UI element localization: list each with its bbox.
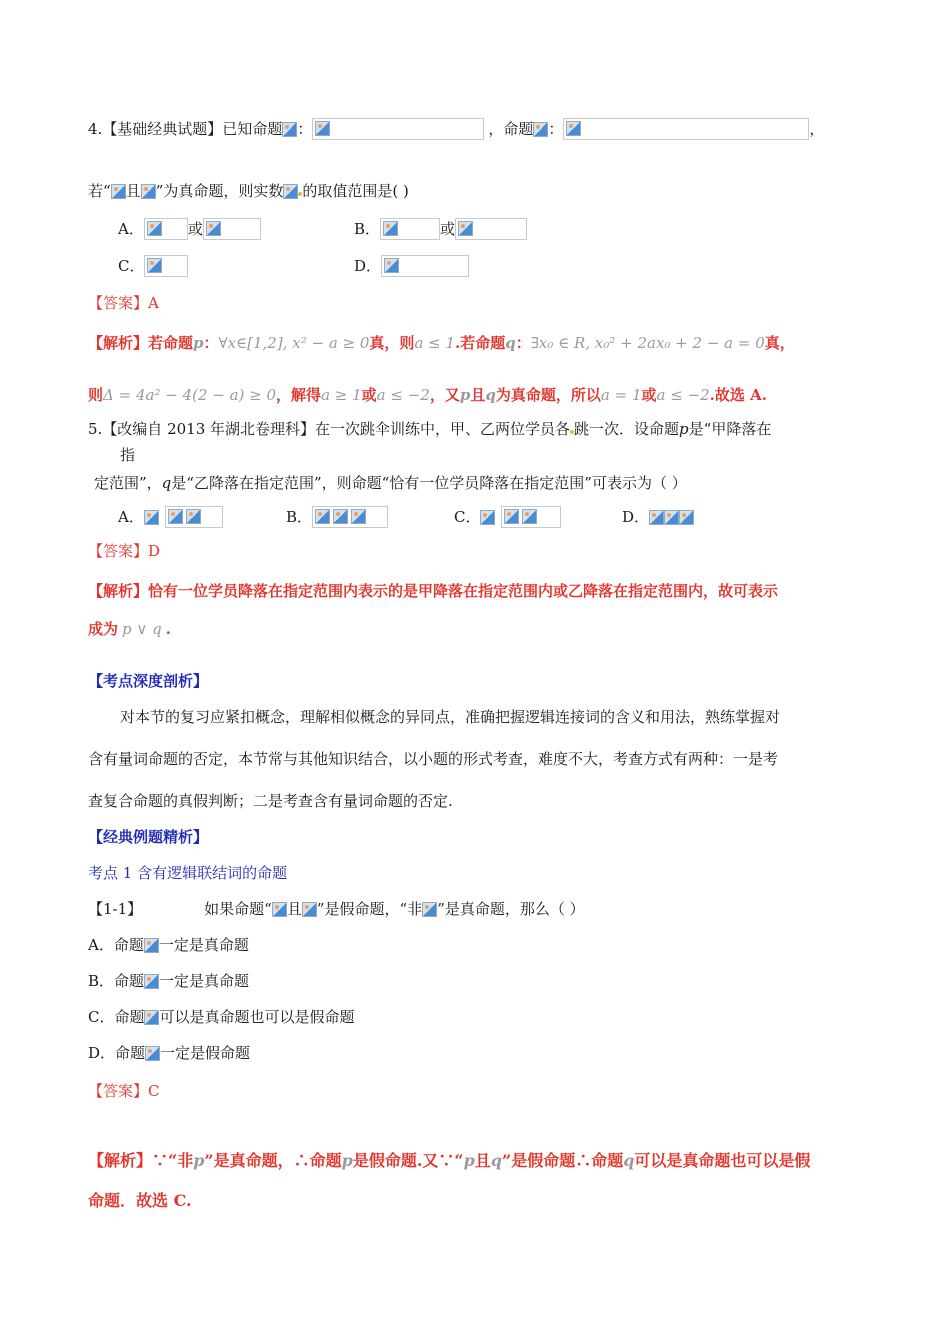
image-placeholder-icon — [533, 122, 548, 137]
image-placeholder-icon — [351, 509, 366, 524]
depth-paragraph-line1: 对本节的复习应紧扣概念，理解相似概念的异同点，准确把握逻辑连接词的含义和用法，熟练掌握对 — [120, 708, 781, 726]
q4-analysis-line1: 【解析】若命题p：∀x∈[1,2], x² − a ≥ 0真，则a ≤ 1.若命题q：∃x₀ ∈ R, x₀² + 2ax₀ + 2 − a = 0真， — [88, 334, 795, 352]
image-placeholder-icon — [144, 1010, 159, 1025]
image-placeholder-icon — [664, 510, 679, 525]
topic-point-1: 考点 1 含有逻辑联结词的命题 — [88, 864, 288, 882]
image-placeholder-icon — [111, 184, 126, 199]
example-analysis-line1: 【解析】∵“非p”是真命题，∴命题p是假命题.又∵“p且q”是假命题∴命题q可以是真命题也可以是假 — [88, 1151, 811, 1170]
example-option-c: C．命题 可以是真命题也可以是假命题 — [88, 1008, 355, 1026]
formula-box — [144, 218, 188, 240]
formula-box — [380, 218, 440, 240]
example-option-d: D．命题 一定是假命题 — [88, 1044, 251, 1062]
example-analysis-line2: 命题．故选 C. — [88, 1191, 192, 1210]
image-placeholder-icon — [679, 510, 694, 525]
image-placeholder-icon — [147, 221, 162, 236]
image-placeholder-icon — [458, 221, 473, 236]
formula-box — [381, 255, 469, 277]
q5-analysis-line1: 【解析】恰有一位学员降落在指定范围内表示的是甲降落在指定范围内或乙降落在指定范围内，故可表示 — [88, 582, 779, 600]
q4-line1: 4.【基础经典试题】已知命题 ： ，命题 ： ， — [88, 120, 825, 138]
image-placeholder-icon — [144, 974, 159, 989]
q5-line2: 指 — [120, 446, 136, 464]
image-placeholder-icon — [649, 510, 664, 525]
image-placeholder-icon — [144, 510, 159, 525]
q5-line1: 5.【改编自 2013 年湖北卷理科】在一次跳伞训练中，甲、乙两位学员各 跳一次．设命题p是“甲降落在 — [88, 420, 772, 438]
q4-option-c: C． — [118, 255, 188, 277]
q5-option-c: C． — [454, 506, 561, 528]
image-placeholder-icon — [384, 258, 399, 273]
image-placeholder-icon — [422, 902, 437, 917]
image-placeholder-icon — [480, 510, 495, 525]
example-option-a: A．命题 一定是真命题 — [88, 936, 249, 954]
q4-option-a: A． 或 — [118, 218, 261, 240]
image-placeholder-icon — [144, 938, 159, 953]
example-1-1: 【1-1】 如果命题“ 且 ”是假命题，“非 ”是真命题，那么（ ） — [88, 900, 585, 918]
example-answer: 【答案】C — [88, 1082, 160, 1100]
formula-box — [312, 118, 484, 140]
depth-paragraph-line2: 含有量词命题的否定，本节常与其他知识结合，以小题的形式考查，难度不大，考查方式有两种：一是考 — [88, 750, 779, 768]
example-option-b: B．命题 一定是真命题 — [88, 972, 250, 990]
q4-answer: 【答案】A — [88, 294, 159, 312]
q5-option-d: D． — [622, 506, 694, 528]
image-placeholder-icon — [566, 121, 581, 136]
image-placeholder-icon — [333, 509, 348, 524]
q4-line2: 若“ 且 ”为真命题，则实数 的取值范围是( ) — [88, 182, 409, 200]
image-placeholder-icon — [206, 221, 221, 236]
image-placeholder-icon — [141, 184, 156, 199]
q5-option-a: A． — [118, 506, 223, 528]
q5-analysis-line2: 成为 p ∨ q . — [88, 620, 171, 638]
formula-box — [563, 118, 809, 140]
formula-box — [203, 218, 261, 240]
image-placeholder-icon — [283, 184, 298, 199]
q5-answer: 【答案】D — [88, 542, 161, 560]
image-placeholder-icon — [315, 509, 330, 524]
image-placeholder-icon — [145, 1046, 160, 1061]
image-placeholder-icon — [315, 121, 330, 136]
formula-box — [165, 506, 223, 528]
q5-line3: 定范围”，q是“乙降落在指定范围”，则命题“恰有一位学员降落在指定范围”可表示为（ ） — [94, 474, 687, 492]
section-title-classic: 【经典例题精析】 — [88, 828, 209, 846]
formula-box — [501, 506, 561, 528]
image-placeholder-icon — [186, 509, 201, 524]
depth-paragraph-line3: 查复合命题的真假判断；二是考查含有量词命题的否定. — [88, 792, 453, 810]
formula-box — [312, 506, 388, 528]
image-placeholder-icon — [383, 221, 398, 236]
q4-analysis-line2: 则Δ = 4a² − 4(2 − a) ≥ 0，解得a ≥ 1或a ≤ −2，又p且q为真命题，所以a = 1或a ≤ −2.故选 A. — [88, 386, 767, 404]
image-placeholder-icon — [282, 122, 297, 137]
q4-option-d: D． — [354, 255, 469, 277]
image-placeholder-icon — [147, 258, 162, 273]
image-placeholder-icon — [522, 509, 537, 524]
image-placeholder-icon — [302, 902, 317, 917]
formula-box — [144, 255, 188, 277]
image-placeholder-icon — [168, 509, 183, 524]
image-placeholder-icon — [272, 902, 287, 917]
q5-option-b: B． — [286, 506, 388, 528]
section-title-depth: 【考点深度剖析】 — [88, 672, 209, 690]
image-placeholder-icon — [504, 509, 519, 524]
formula-box — [455, 218, 527, 240]
q4-option-b: B． 或 — [354, 218, 527, 240]
